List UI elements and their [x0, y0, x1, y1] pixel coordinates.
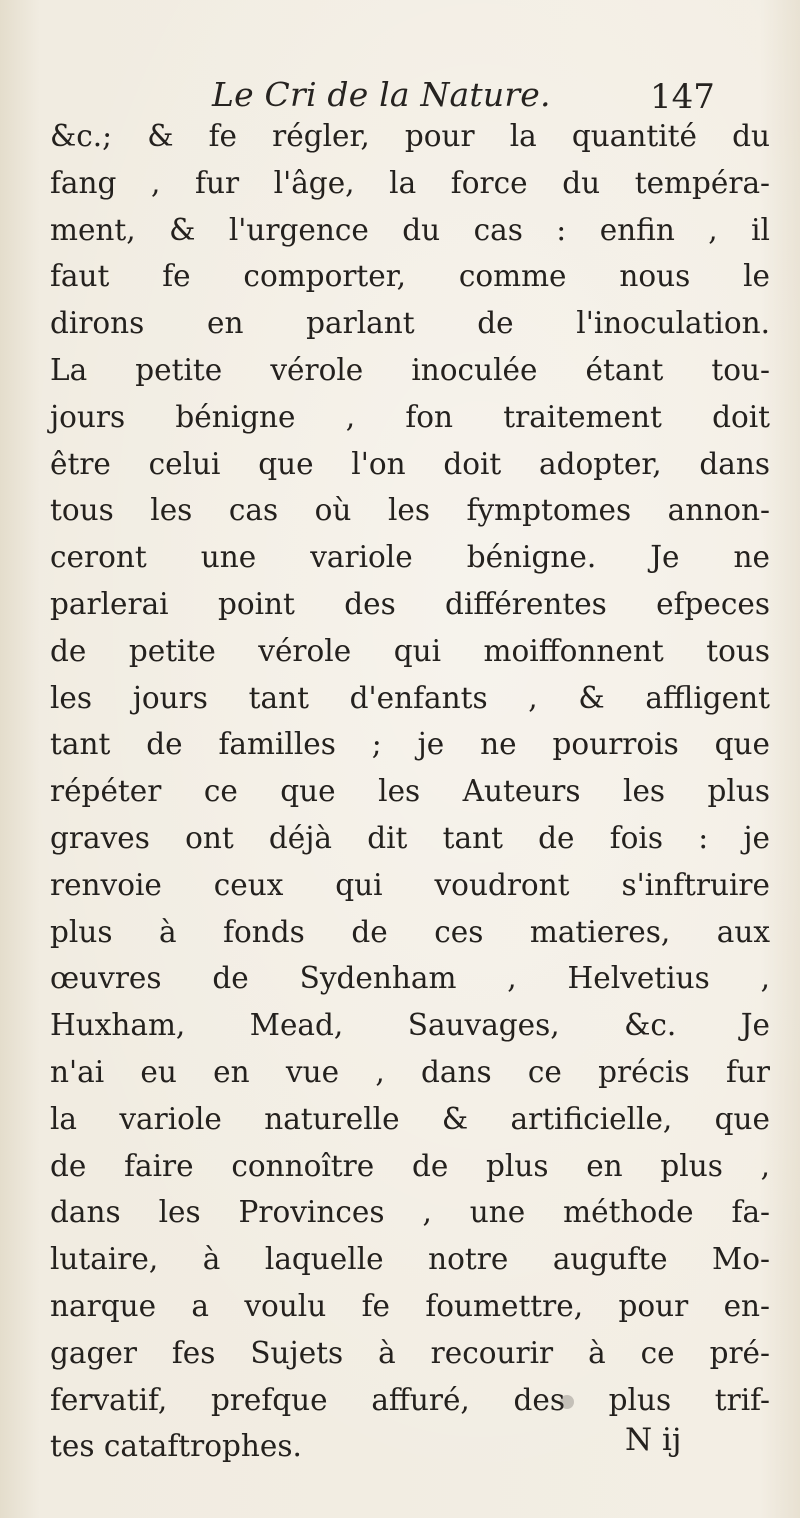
text-line: fang , fur l'âge, la force du tempéra- [50, 165, 770, 200]
text-line-last: tes cataftrophes. [50, 1429, 302, 1464]
text-line: de petite vérole qui moiffonnent tous [50, 633, 770, 668]
text-line: graves ont déjà dit tant de fois : je [50, 820, 770, 855]
text-line: parlerai point des différentes efpeces [50, 586, 770, 621]
text-line: tant de familles ; je ne pourrois que [50, 727, 770, 762]
text-line: plus à fonds de ces matieres, aux [50, 914, 770, 949]
text-line: tous les cas où les fymptomes annon- [50, 493, 770, 528]
text-line: narque a voulu fe foumettre, pour en- [50, 1288, 770, 1323]
text-line: gager fes Sujets à recourir à ce pré- [50, 1335, 770, 1370]
text-line: ceront une variole bénigne. Je ne [50, 540, 770, 575]
text-line: renvoie ceux qui voudront s'inftruire [50, 867, 770, 902]
ink-smudge [560, 1395, 574, 1409]
text-line: la variole naturelle & artificielle, que [50, 1101, 770, 1136]
text-line: jours bénigne , fon traitement doit [50, 399, 770, 434]
running-title: Le Cri de la Nature. [212, 75, 551, 114]
text-line: répéter ce que les Auteurs les plus [50, 774, 770, 809]
text-line: de faire connoître de plus en plus , [50, 1148, 770, 1183]
text-line: les jours tant d'enfants , & affligent [50, 680, 770, 715]
text-line: Huxham, Mead, Sauvages, &c. Je [50, 1008, 770, 1043]
page-number: 147 [650, 77, 715, 117]
signature-mark: N ij [625, 1422, 682, 1458]
text-line: faut fe comporter, comme nous le [50, 259, 770, 294]
text-line: lutaire, à laquelle notre augufte Mo- [50, 1242, 770, 1277]
text-line: n'ai eu en vue , dans ce précis fur [50, 1054, 770, 1089]
text-line: être celui que l'on doit adopter, dans [50, 446, 770, 481]
text-line: fervatif, prefque affuré, des plus trif- [50, 1382, 770, 1417]
text-line: dans les Provinces , une méthode fa- [50, 1195, 770, 1230]
text-line: dirons en parlant de l'inoculation. [50, 306, 770, 341]
text-line: œuvres de Sydenham , Helvetius , [50, 961, 770, 996]
text-line: &c.; & fe régler, pour la quantité du [50, 119, 770, 153]
body-text [50, 113, 770, 1470]
text-line: La petite vérole inoculée étant tou- [50, 352, 770, 387]
text-line: ment, & l'urgence du cas : enfin , il [50, 212, 770, 247]
